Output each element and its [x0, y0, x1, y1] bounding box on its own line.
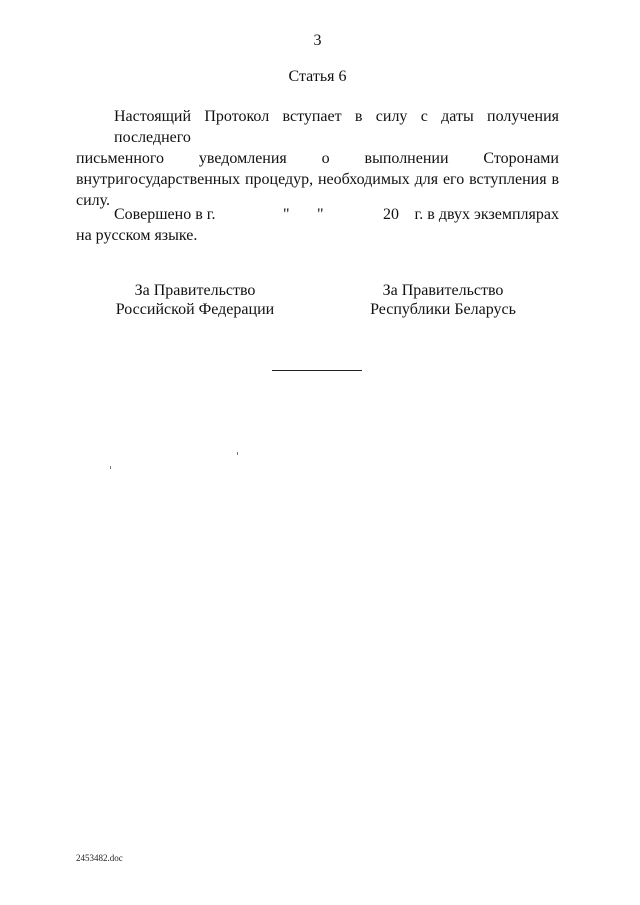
done-at-prefix: Совершено в г. [114, 206, 216, 223]
page-number: 3 [313, 32, 322, 49]
done-at-close-quote: " [317, 206, 324, 223]
end-divider [272, 370, 362, 371]
article-paragraph [76, 106, 559, 211]
done-at-year-prefix: 20 [383, 206, 399, 223]
done-at-open-quote: " [283, 206, 290, 223]
done-at-line-2: на русском языке. [76, 227, 198, 244]
done-at-paragraph [76, 204, 559, 246]
signature-line-1: За Правительство [134, 282, 256, 299]
signature-block-russia [105, 281, 285, 319]
paragraph-line: внутригосударственных процедур, необходимых для его вступления в [76, 171, 559, 188]
footer-filename: 2453482.doc [76, 853, 123, 863]
paragraph-line: письменного уведомления о выполнении Сторонами [76, 150, 559, 167]
done-at-line [76, 204, 559, 225]
paragraph-line: силу. [76, 192, 111, 209]
done-at-suffix: г. в двух экземплярах [414, 206, 559, 223]
paragraph-line: Настоящий Протокол вступает в силу с даты получения последнего [114, 108, 559, 146]
article-heading: Статья 6 [288, 68, 347, 85]
signature-block-belarus [358, 281, 528, 319]
signature-line-1: За Правительство [382, 282, 504, 299]
signature-line-2: Российской Федерации [115, 301, 275, 318]
scan-speck [237, 452, 238, 455]
signature-line-2: Республики Беларусь [370, 301, 516, 318]
scan-speck [110, 466, 111, 469]
